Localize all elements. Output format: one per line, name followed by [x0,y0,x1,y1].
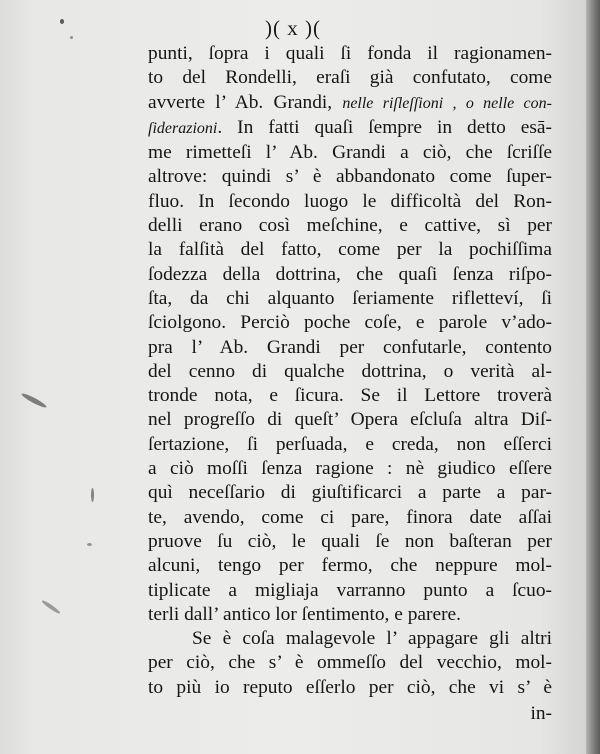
text-line: la falſità del fatto, come per la pochiſſima [148,239,552,261]
catchword: in- [530,703,552,725]
text-line [148,91,552,116]
text-line: del cenno di qualche dottrina, o verità al- [148,360,552,382]
text-line: me rimetteſi l’ Ab. Grandi a ciò, che ſcriſſe [148,142,552,164]
paper-speck [41,599,61,615]
text-line: pra l’ Ab. Grandi per confutarle, contento [148,336,552,358]
text-line: ſciolgono. Perciò poche coſe, e parole v’ado- [148,312,552,334]
text-line: terli dall’ antico lor ſentimento, e parere. [148,603,461,625]
italic-reference: nelle riſleſſioni , o nelle con- [342,94,552,112]
text-line: tiplicate a migliaja varranno punto a ſcuo- [148,579,552,601]
text-line: delli erano così meſchine, e cattive, sì per [148,215,552,237]
text-line: per ciò, che s’ è ommeſſo del vecchio, mol- [148,652,552,674]
text-line: fluo. In ſecondo luogo le difficoltà del Ron- [148,190,552,212]
italic-reference: ſiderazioni [148,119,218,137]
text-line: altrove: quindi s’ è abbandonato come ſuper- [148,166,552,188]
text-line: tronde nota, e ſicura. Se il Lettore troverà [148,385,552,407]
page-edge-shadow [586,0,600,754]
paper-speck [87,543,92,546]
text-line: pruove ſu ciò, le quali ſe non baſteran per [148,530,552,552]
text-line: nel progreſſo di queſt’ Opera eſcluſa altra Diſ- [148,409,552,431]
paper-speck [70,36,73,39]
paper-speck [60,19,64,24]
text-line: to più io reputo eſſerlo per ciò, che vi s’ è [148,676,552,698]
page-number-header: )( x )( [265,16,321,40]
body-text [148,42,552,726]
text-line: Se è coſa malagevole l’ appagare gli altri [192,628,552,650]
text-line: te, avendo, come ci pare, finora date aſſai [148,506,552,528]
paper-speck [20,392,47,410]
text-line: alcuni, tengo per fermo, che neppure mol- [148,555,552,577]
text-fragment: . In fatti quaſi ſempre in detto esā- [217,116,552,138]
text-line: ſta, da chi alquanto ſeriamente rifletteví, ſi [148,287,552,309]
text-line: ſertazione, ſi perſuada, e creda, non eſſerci [148,433,552,455]
text-line: to del Rondelli, eraſi già confutato, come [148,67,552,89]
text-line: ſodezza della dottrina, che quaſi ſenza riſpo- [148,263,552,285]
text-line [148,116,552,141]
text-line: quì neceſſario di giuſtificarci a parte a par- [148,482,552,504]
text-fragment: avverte l’ Ab. Grandi, [148,91,343,113]
paper-speck [91,488,94,502]
text-line: punti, ſopra i quali ſi fonda il ragionamen- [148,43,552,64]
text-line: a ciò moſſi ſenza ragione : nè giudico eſſere [148,458,552,480]
